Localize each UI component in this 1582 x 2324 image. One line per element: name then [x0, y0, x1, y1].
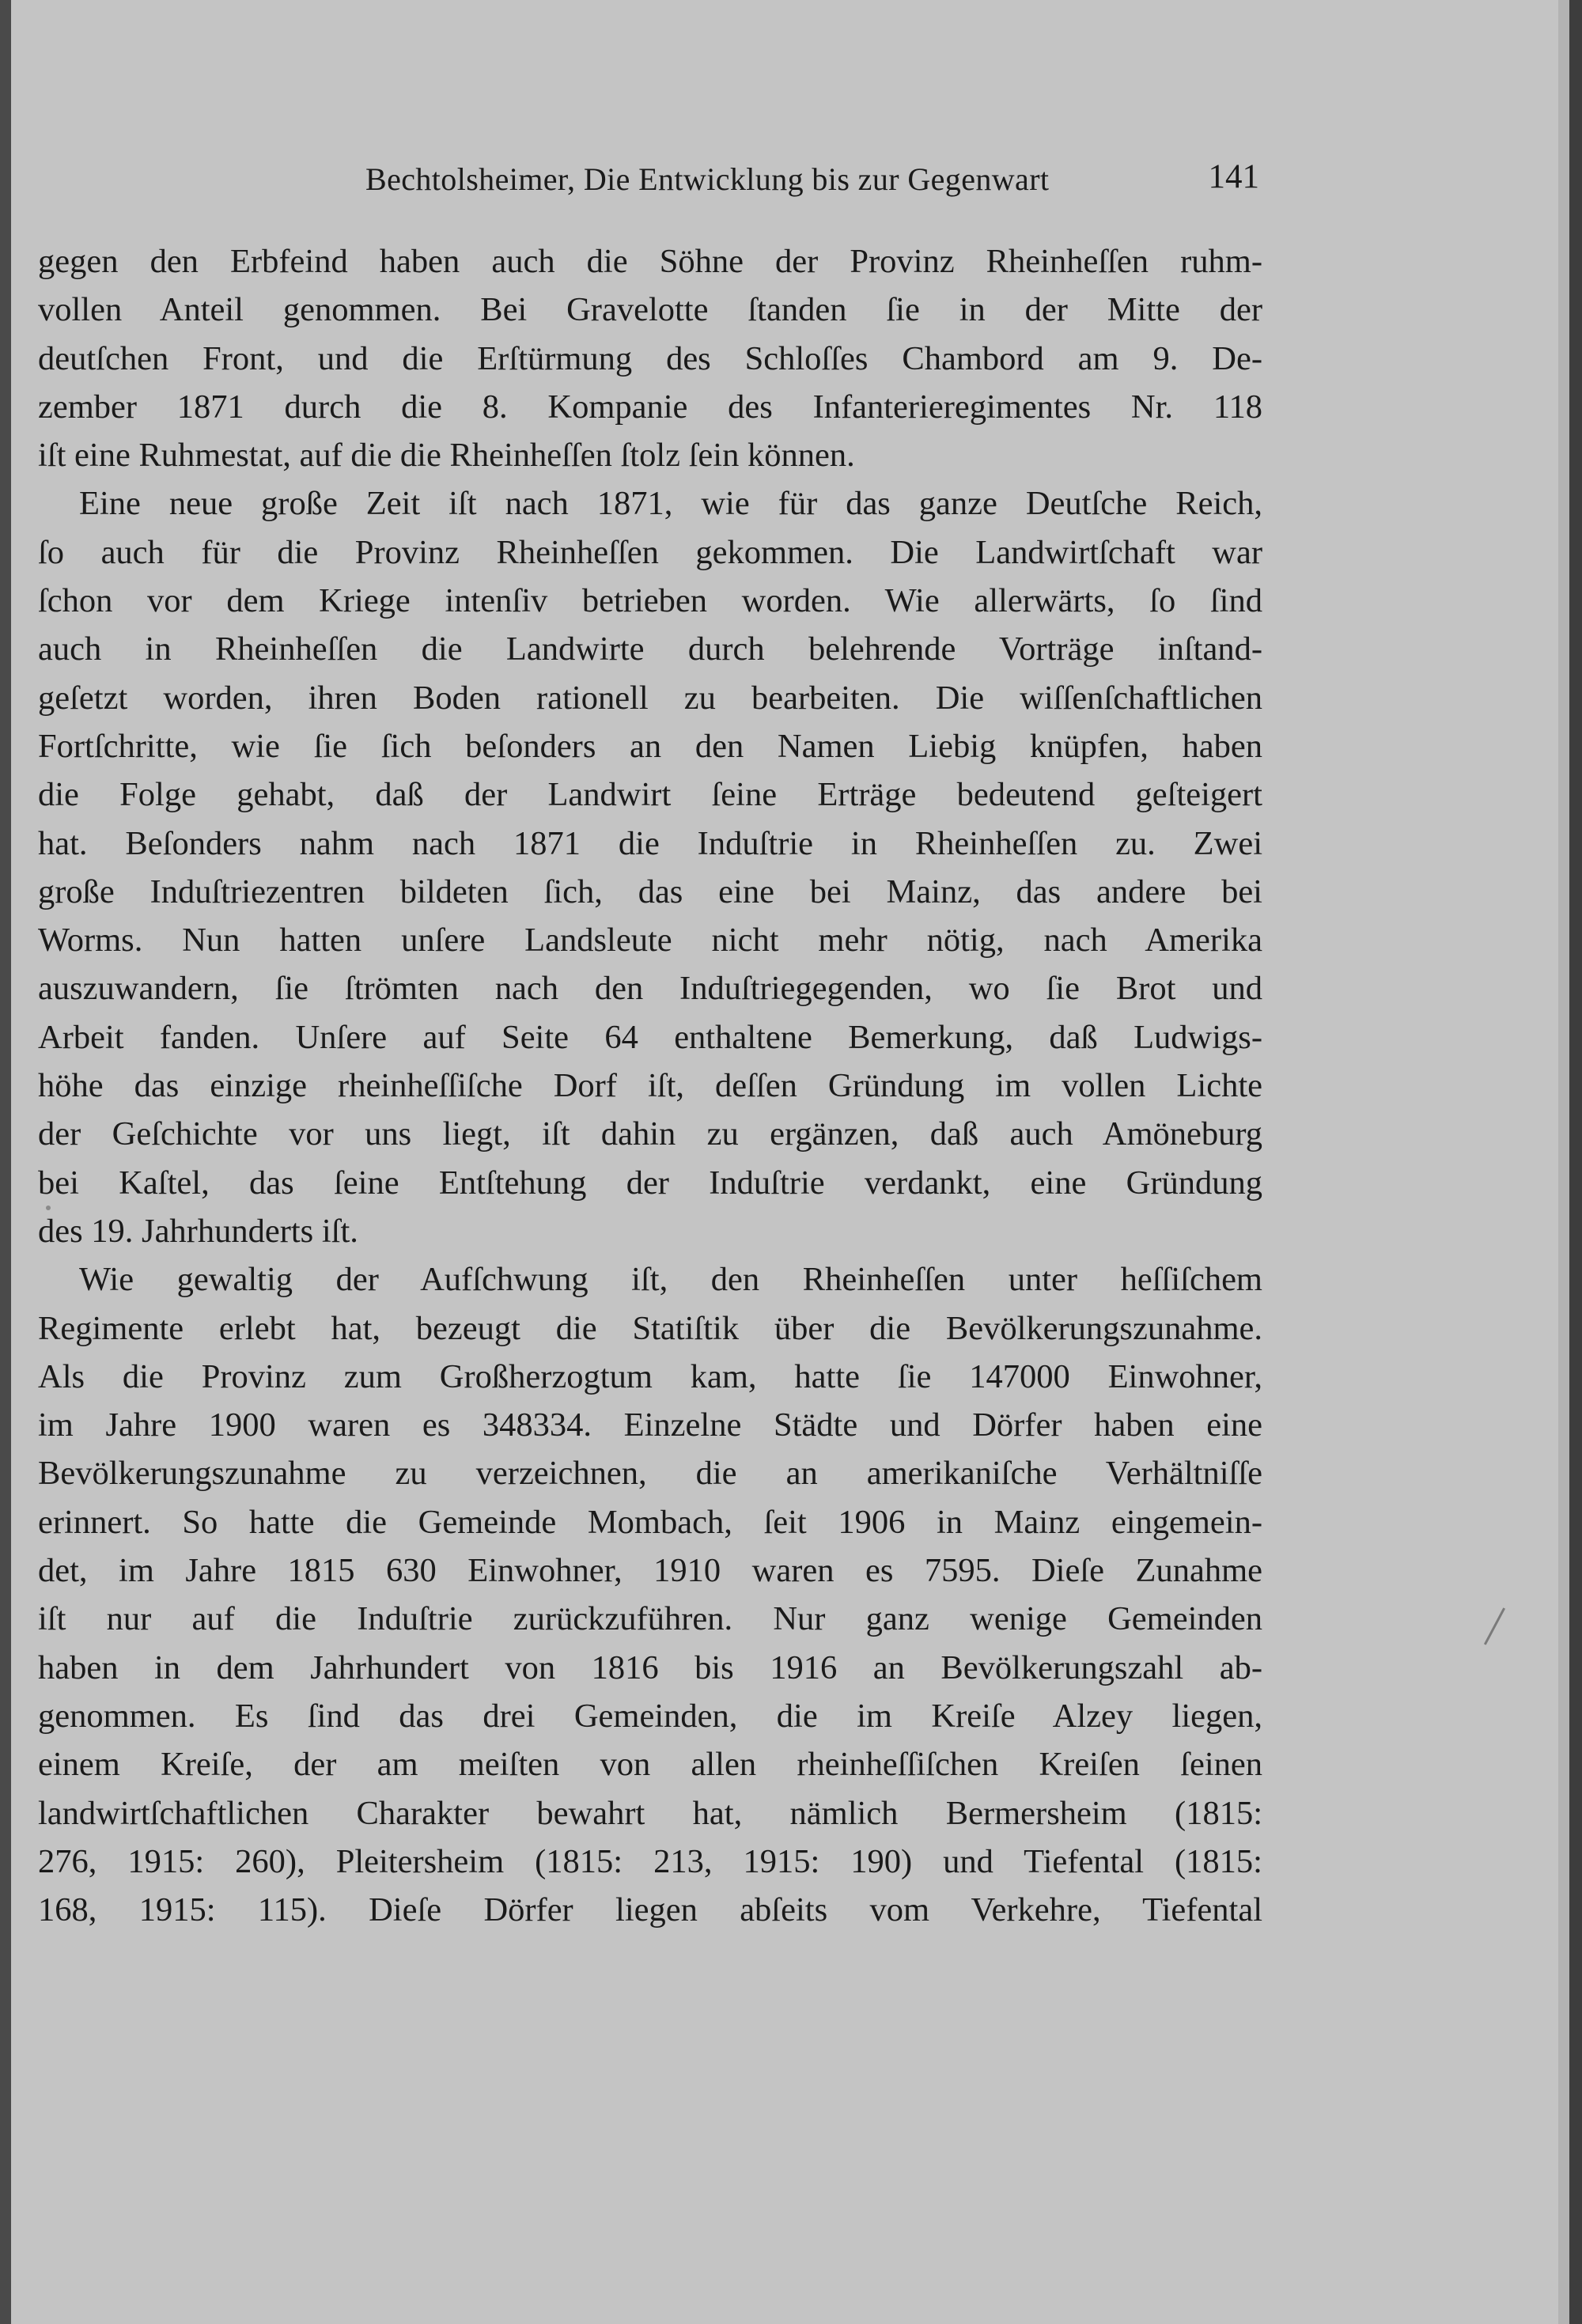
body-text	[38, 237, 1262, 1934]
text-line: vollen Anteil genommen. Bei Gravelotte ſtanden ſie in der Mitte der	[38, 291, 1262, 329]
text-line: große Induſtriezentren bildeten ſich, das eine bei Mainz, das andere bei	[38, 872, 1262, 910]
text-line: genommen. Es ſind das drei Gemeinden, die im Kreiſe Alzey liegen,	[38, 1697, 1262, 1735]
text-line: auszuwandern, ſie ſtrömten nach den Induſtriegegenden, wo ſie Brot und	[38, 970, 1262, 1008]
scan-speck	[46, 1206, 51, 1210]
text-line: hat. Beſonders nahm nach 1871 die Induſtrie in Rheinheſſen zu. Zwei	[38, 824, 1262, 862]
page-number: 141	[1208, 158, 1259, 195]
text-line: haben in dem Jahrhundert von 1816 bis 1916 an Bevölkerungszahl ab-	[38, 1648, 1262, 1686]
running-title: Bechtolsheimer, Die Entwicklung bis zur Gegenwart	[365, 161, 1050, 197]
text-line: des 19. Jahrhunderts iſt.	[38, 1212, 358, 1250]
text-line: deutſchen Front, und die Erſtürmung des Schloſſes Chambord am 9. De-	[38, 339, 1262, 377]
text-line: iſt nur auf die Induſtrie zurückzuführen. Nur ganz wenige Gemeinden	[38, 1600, 1262, 1638]
text-line: bei Kaſtel, das ſeine Entſtehung der Induſtrie verdankt, eine Gründung	[38, 1164, 1262, 1202]
text-line: auch in Rheinheſſen die Landwirte durch belehrende Vorträge inſtand-	[38, 630, 1262, 668]
text-line: landwirtſchaftlichen Charakter bewahrt hat, nämlich Bermersheim (1815:	[38, 1794, 1262, 1832]
text-line: höhe das einzige rheinheſſiſche Dorf iſt, deſſen Gründung im vollen Lichte	[38, 1067, 1262, 1105]
text-line: ſo auch für die Provinz Rheinheſſen gekommen. Die Landwirtſchaft war	[38, 533, 1262, 571]
text-line: zember 1871 durch die 8. Kompanie des Infanterieregimentes Nr. 118	[38, 388, 1262, 426]
text-line: Worms. Nun hatten unſere Landsleute nicht mehr nötig, nach Amerika	[38, 922, 1262, 960]
text-line: gegen den Erbfeind haben auch die Söhne der Provinz Rheinheſſen ruhm-	[38, 243, 1262, 280]
text-line: erinnert. So hatte die Gemeinde Mombach, ſeit 1906 in Mainz eingemein-	[38, 1503, 1262, 1541]
text-line: einem Kreiſe, der am meiſten von allen rheinheſſiſchen Kreiſen ſeinen	[38, 1746, 1262, 1784]
text-line: 168, 1915: 115). Dieſe Dörfer liegen abſeits vom Verkehre, Tiefental	[38, 1891, 1262, 1929]
left-binding-edge	[0, 0, 11, 2324]
text-line: iſt eine Ruhmestat, auf die die Rheinheſſen ſtolz ſein können.	[38, 437, 855, 475]
text-line: Wie gewaltig der Aufſchwung iſt, den Rheinheſſen unter heſſiſchem	[79, 1261, 1262, 1299]
text-line: im Jahre 1900 waren es 348334. Einzelne Städte und Dörfer haben eine	[38, 1406, 1262, 1444]
text-line: det, im Jahre 1815 630 Einwohner, 1910 waren es 7595. Dieſe Zunahme	[38, 1552, 1262, 1590]
text-line: ſchon vor dem Kriege intenſiv betrieben worden. Wie allerwärts, ſo ſind	[38, 582, 1262, 620]
page-header	[365, 158, 1259, 205]
text-line: Bevölkerungszunahme zu verzeichnen, die an amerikaniſche Verhältniſſe	[38, 1455, 1262, 1493]
text-line: Regimente erlebt hat, bezeugt die Statiſtik über die Bevölkerungszunahme.	[38, 1309, 1262, 1347]
text-line: der Geſchichte vor uns liegt, iſt dahin zu ergänzen, daß auch Amöneburg	[38, 1115, 1262, 1153]
text-line: Arbeit fanden. Unſere auf Seite 64 enthaltene Bemerkung, daß Ludwigs-	[38, 1018, 1262, 1056]
text-line: Fortſchritte, wie ſie ſich beſonders an den Namen Liebig knüpfen, haben	[38, 727, 1262, 765]
right-scan-edge	[1569, 0, 1582, 2324]
text-line: 276, 1915: 260), Pleitersheim (1815: 213, 1915: 190) und Tiefental (1815:	[38, 1842, 1262, 1880]
text-line: die Folge gehabt, daß der Landwirt ſeine Erträge bedeutend geſteigert	[38, 776, 1262, 814]
text-line: Eine neue große Zeit iſt nach 1871, wie für das ganze Deutſche Reich,	[79, 485, 1262, 523]
text-line: geſetzt worden, ihren Boden rationell zu bearbeiten. Die wiſſenſchaftlichen	[38, 679, 1262, 717]
text-line: Als die Provinz zum Großherzogtum kam, hatte ſie 147000 Einwohner,	[38, 1357, 1262, 1395]
